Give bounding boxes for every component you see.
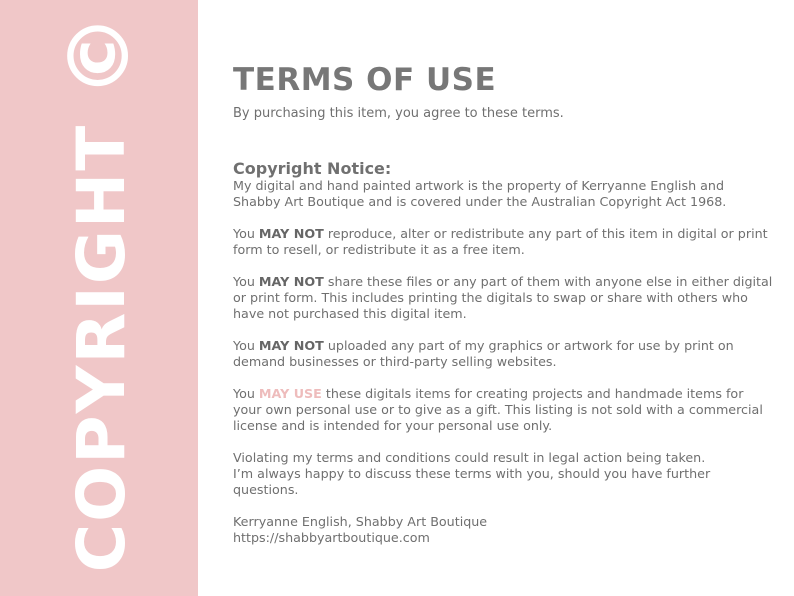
copyright-notice-intro: My digital and hand painted artwork is the property of Kerryanne English and Shabby Art Boutique and is covered under the Australian Copyright Act 1968. xyxy=(233,178,727,209)
term-3-emphasis: MAY NOT xyxy=(258,338,324,353)
term-paragraph-1 xyxy=(233,226,773,258)
signature-block xyxy=(233,514,773,546)
term-1-text: reproduce, alter or redistribute any part of this item in digital or print form to resell, or redistribute it as a free item. xyxy=(233,226,768,257)
term-4-emphasis: MAY USE xyxy=(258,386,322,401)
term-2-text: share these files or any part of them with anyone else in either digital or print form. This includes printing the digitals to swap or share with others who have not purchased this digital item. xyxy=(233,274,773,321)
copyright-notice-heading: Copyright Notice: xyxy=(233,159,392,178)
copyright-sidebar xyxy=(0,0,198,596)
term-2-prefix: You xyxy=(233,274,259,289)
term-3-prefix: You xyxy=(233,338,259,353)
copyright-word: COPYRIGHT xyxy=(63,123,140,573)
term-paragraph-4 xyxy=(233,386,773,434)
term-4-text: these digitals items for creating projects and handmade items for your own personal use or to give as a gift. This listing is not sold with a commercial license and is intended for your personal use only. xyxy=(233,386,763,433)
page-subtitle: By purchasing this item, you agree to these terms. xyxy=(233,106,564,121)
term-4-prefix: You xyxy=(233,386,259,401)
copyright-symbol-icon: © xyxy=(50,11,148,98)
term-3-text: uploaded any part of my graphics or artwork for use by print on demand businesses or third-party selling websites. xyxy=(233,338,734,369)
closing-line-2: I’m always happy to discuss these terms with you, should you have further questions. xyxy=(233,466,711,497)
copyright-vertical-label xyxy=(50,11,148,573)
term-1-emphasis: MAY NOT xyxy=(258,226,324,241)
closing-line-1: Violating my terms and conditions could result in legal action being taken. xyxy=(233,450,706,465)
term-paragraph-3 xyxy=(233,338,773,370)
terms-content xyxy=(233,60,773,562)
term-paragraph-2 xyxy=(233,274,773,322)
signature-url: https://shabbyartboutique.com xyxy=(233,530,430,545)
signature-name: Kerryanne English, Shabby Art Boutique xyxy=(233,514,488,529)
term-1-prefix: You xyxy=(233,226,259,241)
term-2-emphasis: MAY NOT xyxy=(258,274,324,289)
closing-paragraph xyxy=(233,450,773,498)
page-title: TERMS OF USE xyxy=(233,62,497,98)
